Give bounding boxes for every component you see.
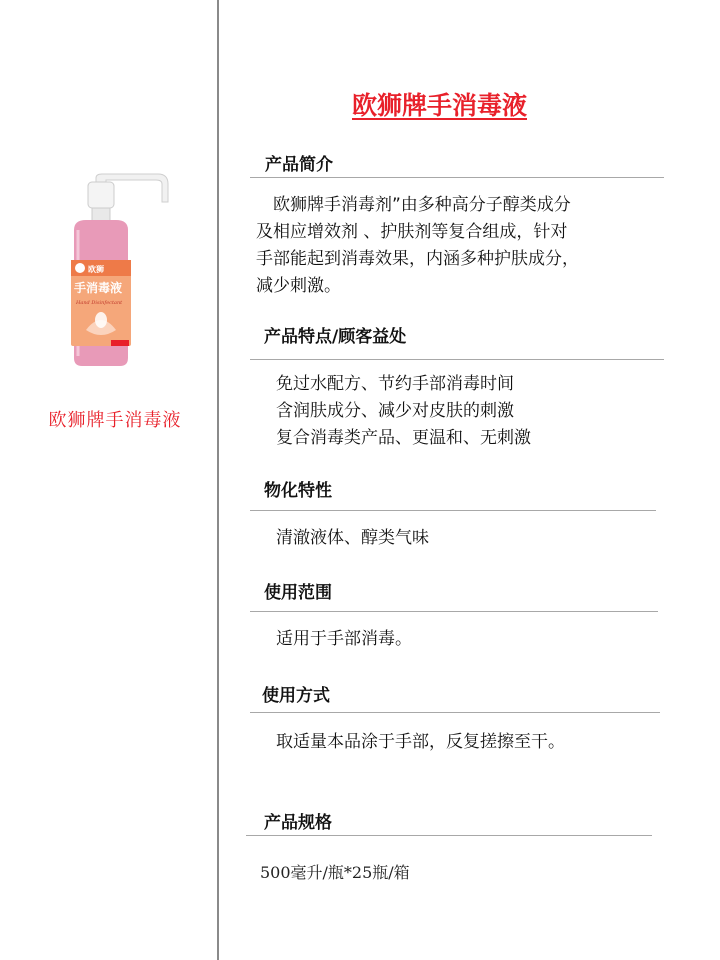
feature-item: 免过水配方、节约手部消毒时间 [276,374,514,394]
bottle-label-sub: Hand Disinfectant [76,300,123,306]
features-heading: 产品特点/顾客益处 [264,327,407,347]
bottle-label-brand: 欧狮 [88,265,104,274]
feature-item: 复合消毒类产品、更温和、无刺激 [276,428,531,448]
features-rule [250,359,664,360]
bottle-illustration [56,170,186,370]
intro-text [256,192,579,300]
product-image [56,170,186,370]
physchem-rule [250,510,656,511]
usage-rule [250,712,660,713]
product-caption: 欧狮牌手消毒液 [48,410,182,431]
scope-heading: 使用范围 [264,583,332,603]
features-list [276,371,531,452]
usage-heading: 使用方式 [262,686,330,706]
bottle-label-name: 手消毒液 [74,281,123,295]
intro-rule [250,177,664,178]
intro-line: 欧狮牌手消毒剂”由多种高分子醇类成分 [256,195,571,215]
usage-text: 取适量本品涂于手部，反复搓擦至干。 [276,732,565,752]
feature-item: 含润肤成分、减少对皮肤的刺激 [276,401,514,421]
intro-line: 及相应增效剂 、护肤剂等复合组成，针对 [256,222,568,242]
spec-heading: 产品规格 [264,813,332,833]
physchem-heading: 物化特性 [264,481,332,501]
intro-line: 手部能起到消毒效果，内涵多种护肤成分， [256,249,579,269]
scope-rule [250,611,658,612]
scope-text: 适用于手部消毒。 [276,629,412,649]
page-title: 欧狮牌手消毒液 [352,91,528,120]
column-divider [217,0,219,960]
intro-line: 减少刺激。 [256,276,341,296]
spec-text: 500毫升/瓶*25瓶/箱 [260,863,410,882]
spec-rule [246,835,652,836]
intro-heading: 产品简介 [265,155,333,175]
physchem-text: 清澈液体、醇类气味 [276,528,429,548]
